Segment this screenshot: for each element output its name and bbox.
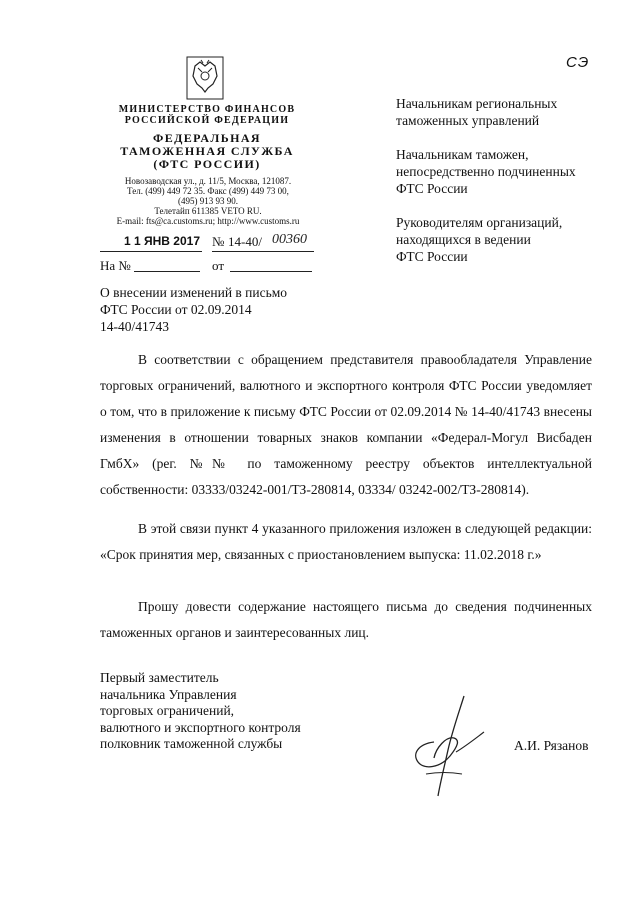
recipient-block: Начальникам таможен, непосредственно подчиненных ФТС России	[396, 147, 576, 196]
document-corner-mark: СЭ	[566, 54, 590, 71]
recipient-block: Начальникам региональных таможенных управлений	[396, 96, 558, 128]
registration-number: 14-40/	[228, 234, 262, 249]
signatory-title: Первый заместитель начальника Управления торговых ограничений, валютного и экспортного контроля полковник таможенной службы	[100, 670, 301, 751]
body-paragraph: В этой связи пункт 4 указанного приложения изложен в следующей редакции: «Срок принятия мер, связанных с приостановлением выпуска: 11.02.2018 г.»	[100, 521, 592, 562]
service-name: ФЕДЕРАЛЬНАЯ ТАМОЖЕННАЯ СЛУЖБА (ФТС РОССИИ)	[120, 131, 294, 171]
handwritten-number: 00360	[272, 232, 307, 247]
ministry-name: МИНИСТЕРСТВО ФИНАНСОВ РОССИЙСКОЙ ФЕДЕРАЦИИ	[118, 104, 296, 126]
recipient-block: Руководителям организаций, находящихся в ведении ФТС России	[396, 215, 563, 264]
signatory-name: А.И. Рязанов	[514, 738, 589, 753]
body-paragraph: Прошу довести содержание настоящего письма до сведения подчиненных таможенных органов и заинтересованных лиц.	[100, 599, 592, 640]
registration-date: 1 1 ЯНВ 2017	[124, 234, 201, 248]
coat-of-arms-icon	[186, 56, 224, 100]
body-paragraph: В соответствии с обращением представителя правообладателя Управление торговых ограничений, валютного и экспортного контроля ФТС России уведомляет о том, что в приложение к письму ФТС России от 02.09.2014 № 14-40/41743 внесены изменения в отношении товарных знаков компании «Федерал-Могул Висбаден ГмбХ» (рег. №№ по таможенному реестру объектов интеллектуальной собственности: 03333/03242-001/ТЗ-280814, 03334/ 03242-002/ТЗ-280814).	[100, 352, 592, 497]
letter-subject: О внесении изменений в письмо ФТС России от 02.09.2014 14-40/41743	[100, 285, 288, 334]
number-label: №	[212, 234, 225, 249]
handwritten-signature	[404, 692, 494, 798]
reference-date-label: от	[212, 258, 225, 273]
reference-number-label: На №	[100, 258, 131, 273]
contact-info: Новозаводская ул., д. 11/5, Москва, 121087. Тел. (499) 449 72 35. Факс (499) 449 73 00, (495) 913 93 90. Телетайп 611385 VETO RU. E-mail: fts@ca.customs.ru; http://www.customs.ru	[116, 176, 300, 226]
